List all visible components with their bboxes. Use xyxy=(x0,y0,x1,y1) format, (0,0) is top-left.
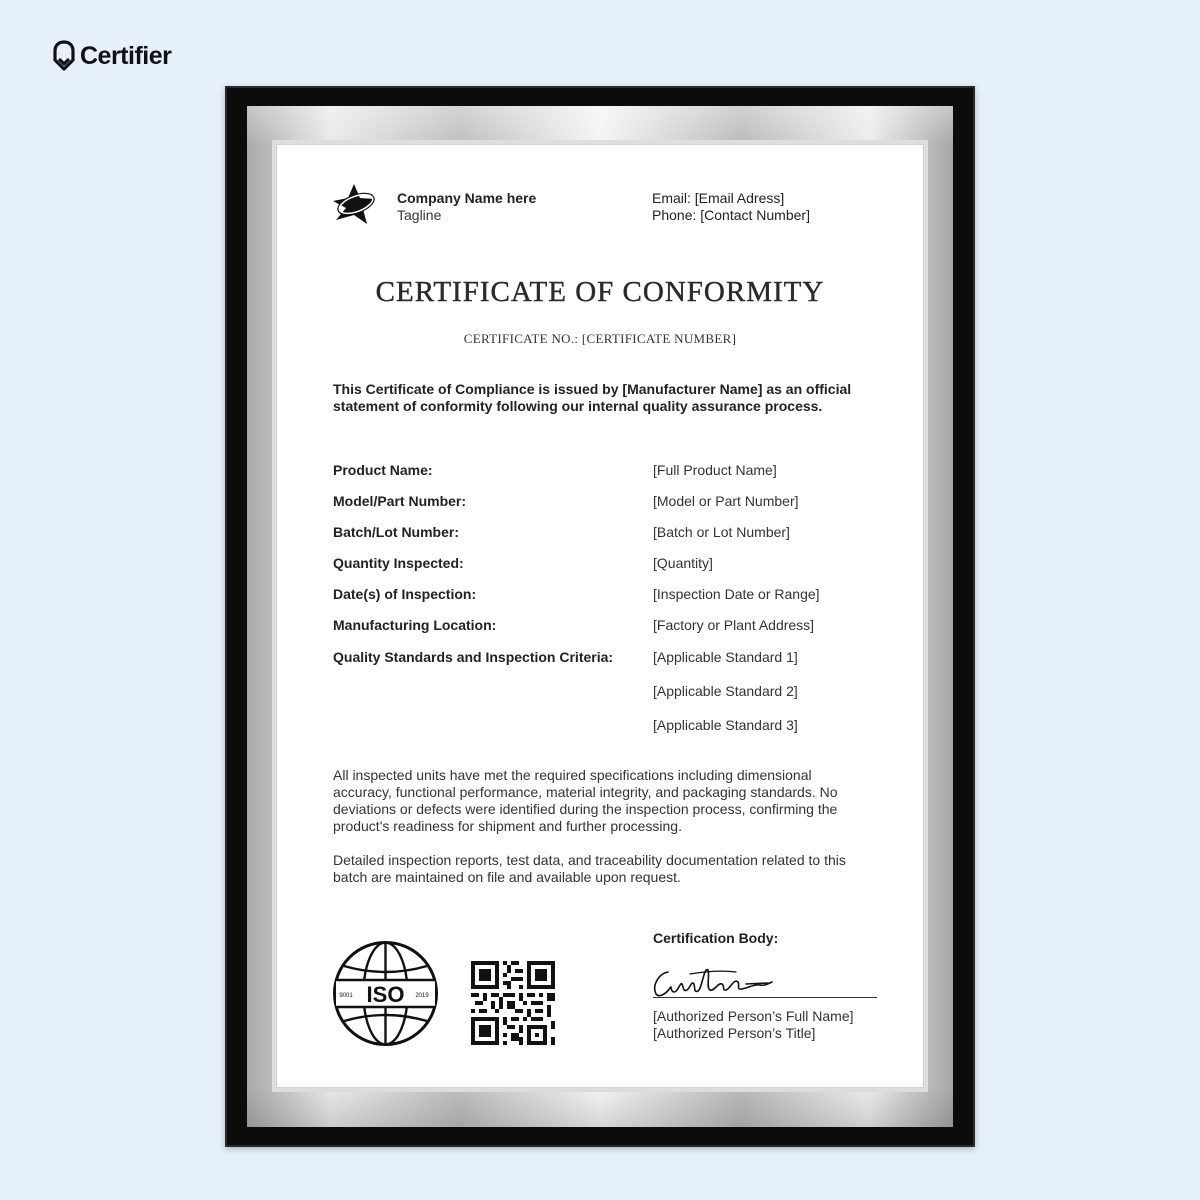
certifier-logo-icon xyxy=(52,40,76,72)
company-info xyxy=(397,190,536,224)
certificate-header xyxy=(332,182,872,232)
field-label: Product Name: xyxy=(333,462,433,478)
field-value: [Applicable Standard 3] xyxy=(653,717,798,733)
seal-right-number: 2019 xyxy=(415,993,429,999)
qr-code xyxy=(471,961,555,1045)
signer-info xyxy=(653,1008,854,1042)
field-label: Manufacturing Location: xyxy=(333,617,497,633)
company-name: Company Name here xyxy=(397,190,537,206)
intro-statement: This Certificate of Compliance is issued by [Manufacturer Name] as an official statement of conformity following our internal quality assurance process. xyxy=(333,381,852,414)
field-value: [Applicable Standard 2] xyxy=(653,683,798,699)
seal-left-number: 9001 xyxy=(339,993,353,999)
documentation-statement: Detailed inspection reports, test data, and traceability documentation related to this batch are maintained on file and available upon request. xyxy=(333,852,846,885)
field-label: Quality Standards and Inspection Criteria: xyxy=(333,649,614,665)
field-value: [Quantity] xyxy=(653,555,713,571)
field-value: [Applicable Standard 1] xyxy=(653,649,798,665)
field-label: Model/Part Number: xyxy=(333,493,467,509)
field-label: Quantity Inspected: xyxy=(333,555,464,571)
contact-info xyxy=(652,190,810,224)
field-label: Batch/Lot Number: xyxy=(333,524,459,540)
contact-phone: Phone: [Contact Number] xyxy=(652,207,810,223)
field-value: [Full Product Name] xyxy=(653,462,777,478)
iso-seal-icon xyxy=(332,940,439,1047)
inspection-statement: All inspected units have met the required specifications including dimensional accuracy, functional performance, material integrity, and packaging standards. No deviations or defects were identified during the inspection process, confirming the product's readiness for shipment and further processing. xyxy=(333,767,838,834)
company-logo-icon xyxy=(332,182,376,226)
seal-text: ISO xyxy=(366,982,405,1007)
signer-title: [Authorized Person’s Title] xyxy=(653,1025,816,1041)
contact-email: Email: [Email Adress] xyxy=(652,190,785,206)
certificate-title: CERTIFICATE OF CONFORMITY xyxy=(375,276,825,308)
field-value: [Model or Part Number] xyxy=(653,493,799,509)
certification-body-label: Certification Body: xyxy=(653,930,779,946)
signature-image xyxy=(650,960,780,1002)
certifier-brand xyxy=(52,40,171,72)
certificate-number: CERTIFICATE NO.: [CERTIFICATE NUMBER] xyxy=(463,331,737,346)
company-tagline: Tagline xyxy=(397,207,442,223)
field-value: [Factory or Plant Address] xyxy=(653,617,815,633)
brand-name: Certifier xyxy=(80,41,172,70)
signer-name: [Authorized Person’s Full Name] xyxy=(653,1008,854,1024)
field-label: Date(s) of Inspection: xyxy=(333,586,477,602)
field-value: [Inspection Date or Range] xyxy=(653,586,820,602)
signature-line xyxy=(653,997,877,998)
field-value: [Batch or Lot Number] xyxy=(653,524,790,540)
